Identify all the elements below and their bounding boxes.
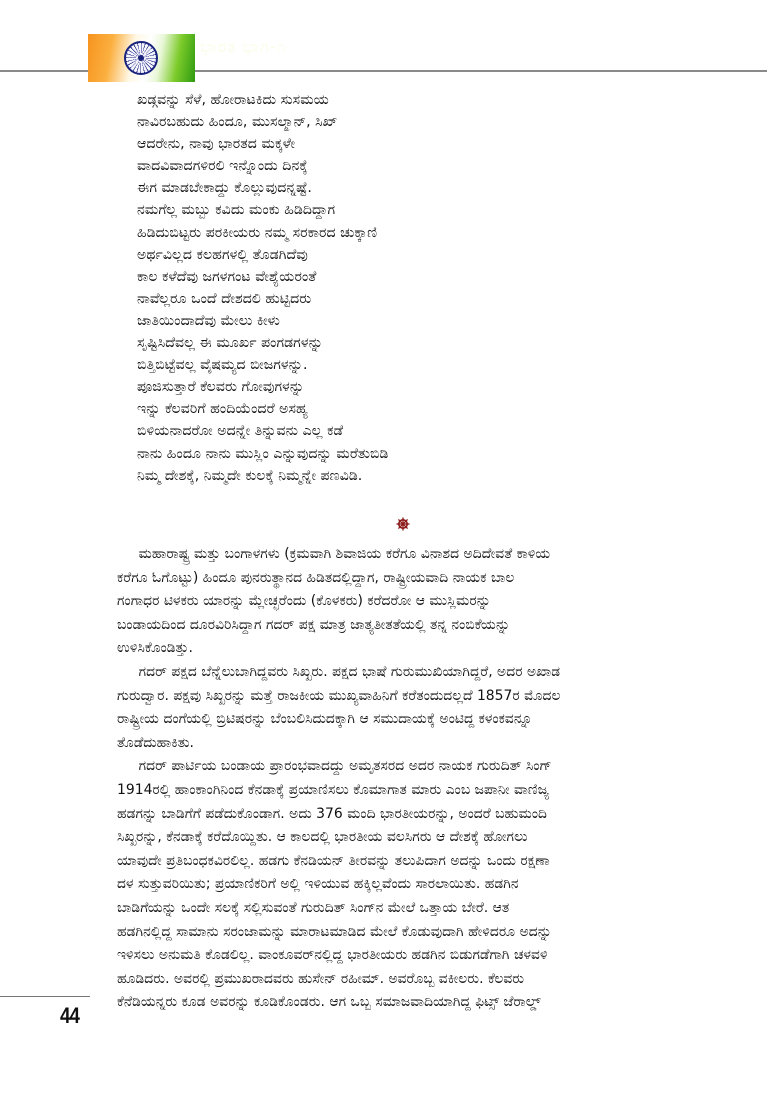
ashoka-chakra-icon <box>124 41 158 75</box>
poem-line: ನಮಗೆಲ್ಲ ಮಬ್ಬು ಕವಿದು ಮಂಕು ಹಿಡಿದಿದ್ದಾಗ <box>137 202 336 219</box>
prose-line: ಗುರುದ್ವಾರ. ಪಕ್ಷವು ಸಿಖ್ಖರನ್ನು ಮತ್ತೆ ರಾಜಕೀಯ ಮುಖ್ಯವಾಹಿನಿಗೆ ಕರೆತಂದುದಲ್ಲದೆ 1857ರ ಮೊದಲ <box>117 687 561 704</box>
prose-line: ರಾಷ್ಟ್ರೀಯ ದಂಗೆಯಲ್ಲಿ ಬ್ರಿಟಿಷರನ್ನು ಬೆಂಬಲಿಸಿದುದಕ್ಕಾಗಿ ಆ ಸಮುದಾಯಕ್ಕೆ ಅಂಟಿದ್ದ ಕಳಂಕವನ್ನೂ <box>117 711 533 728</box>
prose-line: ದಳ ಸುತ್ತುವರಿಯಿತು; ಪ್ರಯಾಣಿಕರಿಗೆ ಅಲ್ಲಿ ಇಳಿಯುವ ಹಕ್ಕಿಲ್ಲವೆಂದು ಸಾರಲಾಯಿತು. ಹಡಗಿನ <box>117 876 519 893</box>
indian-flag-banner <box>88 34 195 82</box>
prose-line: ಕೆನೆಡಿಯನ್ನರು ಕೂಡ ಅವರನ್ನು ಕೂಡಿಕೊಂಡರು. ಆಗ ಒಬ್ಬ ಸಮಾಜವಾದಿಯಾಗಿದ್ದ ಫಿಟ್ಸ್ ಜೆರಾಲ್ಡ್ <box>117 994 541 1011</box>
poem-line: ಹಿಡಿದುಬಿಟ್ಟರು ಪರಕೀಯರು ನಮ್ಮ ಸರಕಾರದ ಚುಕ್ಕಾಣಿ <box>137 224 378 241</box>
page-number: 44 <box>60 1003 80 1028</box>
prose-body <box>117 543 657 1015</box>
dharma-wheel-icon <box>396 516 410 530</box>
poem-line: ಕಾಲ ಕಳೆದೆವು ಜಗಳಗಂಟ ವೇಶ್ಯೆಯರಂತೆ <box>137 268 317 285</box>
poem-line: ಜಾತಿಯಿಂದಾದೆವು ಮೇಲು ಕೀಳು <box>137 312 280 329</box>
prose-line: ಗಂಗಾಧರ ಟಿಳಕರು ಯಾರನ್ನು ಮ್ಲೇಚ್ಛರೆಂದು (ಕೊಳಕರು) ಕರೆದರೋ ಆ ಮುಸ್ಲಿಮರನ್ನು <box>117 593 491 610</box>
prose-line: ಹಡಗನ್ನು ಬಾಡಿಗೆಗೆ ಪಡೆದುಕೊಂಡಾಗ. ಅದು 376 ಮಂದಿ ಭಾರತೀಯರನ್ನು, ಅಂದರೆ ಬಹುಮಂದಿ <box>117 805 547 822</box>
prose-line: ಯಾವುದೇ ಪ್ರತಿಬಂಧಕವಿರಲಿಲ್ಲ. ಹಡಗು ಕೆನಡಿಯನ್ ತೀರವನ್ನು ತಲುಪಿದಾಗ ಅದನ್ನು ಒಂದು ರಕ್ಷಣಾ <box>117 852 550 869</box>
poem-line: ಸೃಷ್ಟಿಸಿದೆವಲ್ಲ ಈ ಮೂರ್ಖ ಪಂಗಡಗಳನ್ನು <box>137 335 323 352</box>
poem-line: ಆದರೇನು, ನಾವು ಭಾರತದ ಮಕ್ಕಳೇ <box>137 136 296 153</box>
prose-line: ಸಿಖ್ಖರನ್ನು, ಕೆನಡಾಕ್ಕೆ ಕರೆದೊಯ್ದಿತು. ಆ ಕಾಲದಲ್ಲಿ ಭಾರತೀಯ ವಲಸಿಗರು ಆ ದೇಶಕ್ಕೆ ಹೋಗಲು <box>117 829 528 846</box>
prose-line: ತೊಡೆದುಹಾಕಿತು. <box>117 734 195 751</box>
prose-line: ಮಹಾರಾಷ್ಟ್ರ ಮತ್ತು ಬಂಗಾಳಗಳು (ಕ್ರಮವಾಗಿ ಶಿವಾಜಿಯ ಕರೆಗೂ ವಿನಾಶದ ಅದಿದೇವತೆ ಕಾಳಿಯ <box>138 546 551 562</box>
poem-line: ಬಿಳಿಯನಾದರೋ ಅದನ್ನೇ ತಿನ್ನುವನು ಎಲ್ಲ ಕಡೆ <box>137 423 344 440</box>
poem-line: ಪೂಜಿಸುತ್ತಾರೆ ಕೆಲವರು ಗೋವುಗಳನ್ನು <box>137 379 305 396</box>
poem <box>137 89 388 487</box>
prose-line: ಇಳಿಸಲು ಅನುಮತಿ ಕೊಡಲಿಲ್ಲ. ವಾಂಕೂವರ್‌ನಲ್ಲಿದ್ದ ಭಾರತೀಯರು ಹಡಗಿನ ಬಿಡುಗಡೆಗಾಗಿ ಚಳವಳಿ <box>117 947 548 964</box>
prose-line: ಗದರ್ ಪಕ್ಷದ ಬೆನ್ನೆಲುಬಾಗಿದ್ದವರು ಸಿಖ್ಖರು. ಪಕ್ಷದ ಭಾಷೆ ಗುರುಮುಖಿಯಾಗಿದ್ದರೆ, ಅದರ ಅಖಾಡ <box>138 663 561 680</box>
prose-line: ಹೂಡಿದರು. ಅವರಲ್ಲಿ ಪ್ರಮುಖರಾದವರು ಹುಸೇನ್ ರಹೀಮ್. ಅವರೊಬ್ಬ ವಕೀಲರು. ಕೆಲವರು <box>117 970 525 987</box>
poem-line: ನಾವೆಲ್ಲರೂ ಒಂದೆ ದೇಶದಲಿ ಹುಟ್ಟಿದರು <box>137 290 312 307</box>
poem-line: ಇನ್ನು ಕೆಲವರಿಗೆ ಹಂದಿಯೆಂದರೆ ಅಸಹ್ಯ <box>137 401 308 418</box>
poem-line: ಅರ್ಥವಿಲ್ಲದ ಕಲಹಗಳಲ್ಲಿ ತೊಡಗಿದೆವು <box>137 246 308 263</box>
prose-line: ಕರೆಗೂ ಓಗೊಟ್ಟು) ಹಿಂದೂ ಪುನರುತ್ಥಾನದ ಹಿಡಿತದಲ್ಲಿದ್ದಾಗ, ರಾಷ್ಟ್ರೀಯವಾದಿ ನಾಯಕ ಬಾಲ <box>117 569 515 586</box>
running-header-title: ಭಾರತ ಭಾಗ-೧ <box>200 37 287 56</box>
poem-line: ಬಿತ್ತಿಬಿಟ್ಟೆವಲ್ಲ ವೈಷಮ್ಯದ ಬೀಜಗಳನ್ನು. <box>137 357 308 374</box>
poem-line: ಈಗ ಮಾಡಬೇಕಾದ್ದು ಕೊಲ್ಲುವುದನ್ನಷ್ಟೆ. <box>137 180 312 197</box>
prose-line: ಉಳಿಸಿಕೊಂಡಿತ್ತು. <box>117 640 193 657</box>
prose-line: ಬಾಡಿಗೆಯನ್ನು ಒಂದೇ ಸಲಕ್ಕೆ ಸಲ್ಲಿಸುವಂತೆ ಗುರುದಿತ್ ಸಿಂಗ್‌ನ ಮೇಲೆ ಒತ್ತಾಯ ಬೇರೆ. ಆತ <box>117 899 510 916</box>
prose-line: ಗದರ್ ಪಾರ್ಟಿಯ ಬಂಡಾಯ ಪ್ರಾರಂಭವಾದದ್ದು ಅಮೃತಸರದ ಅದರ ನಾಯಕ ಗುರುದಿತ್ ಸಿಂಗ್ <box>138 758 552 775</box>
prose-line: 1914ರಲ್ಲಿ ಹಾಂಕಾಂಗಿನಿಂದ ಕೆನಡಾಕ್ಕೆ ಪ್ರಯಾಣಿಸಲು ಕೊಮಾಗಾತ ಮಾರು ಎಂಬ ಜಪಾನೀ ವಾಣಿಜ್ಯ <box>117 781 550 798</box>
poem-line: ವಾದವಿವಾದಗಳಿರಲಿ ಇನ್ನೊಂದು ದಿನಕ್ಕೆ <box>137 158 308 175</box>
poem-line: ನಿಮ್ಮ ದೇಶಕ್ಕೆ, ನಿಮ್ಮದೇ ಕುಲಕ್ಕೆ ನಿಮ್ಮನ್ನೇ ಪಣವಿಡಿ. <box>137 467 363 484</box>
prose-line: ಬಂಡಾಯದಿಂದ ದೂರವಿರಿಸಿದ್ದಾಗ ಗದರ್ ಪಕ್ಷ ಮಾತ್ರ ಜಾತ್ಯತೀತತೆಯಲ್ಲಿ ತನ್ನ ನಂಬಿಕೆಯನ್ನು <box>117 616 511 633</box>
poem-line: ಖಡ್ಗವನ್ನು ಸೆಳೆ, ಹೋರಾಟಕಿದು ಸುಸಮಯ <box>137 92 329 108</box>
footer-rule <box>0 996 90 997</box>
prose-line: ಹಡಗಿನಲ್ಲಿದ್ದ ಸಾಮಾನು ಸರಂಜಾಮನ್ನು ಮಾರಾಟಮಾಡಿದ ಮೇಲೆ ಕೊಡುವುದಾಗಿ ಹೇಳಿದರೂ ಅದನ್ನು <box>117 923 552 940</box>
poem-line: ನಾವಿರಬಹುದು ಹಿಂದೂ, ಮುಸಲ್ಮಾನ್, ಸಿಖ್ <box>137 114 338 131</box>
poem-line: ನಾನು ಹಿಂದೂ ನಾನು ಮುಸ್ಲಿಂ ಎನ್ನುವುದನ್ನು ಮರೆತುಬಿಡಿ <box>137 445 389 462</box>
